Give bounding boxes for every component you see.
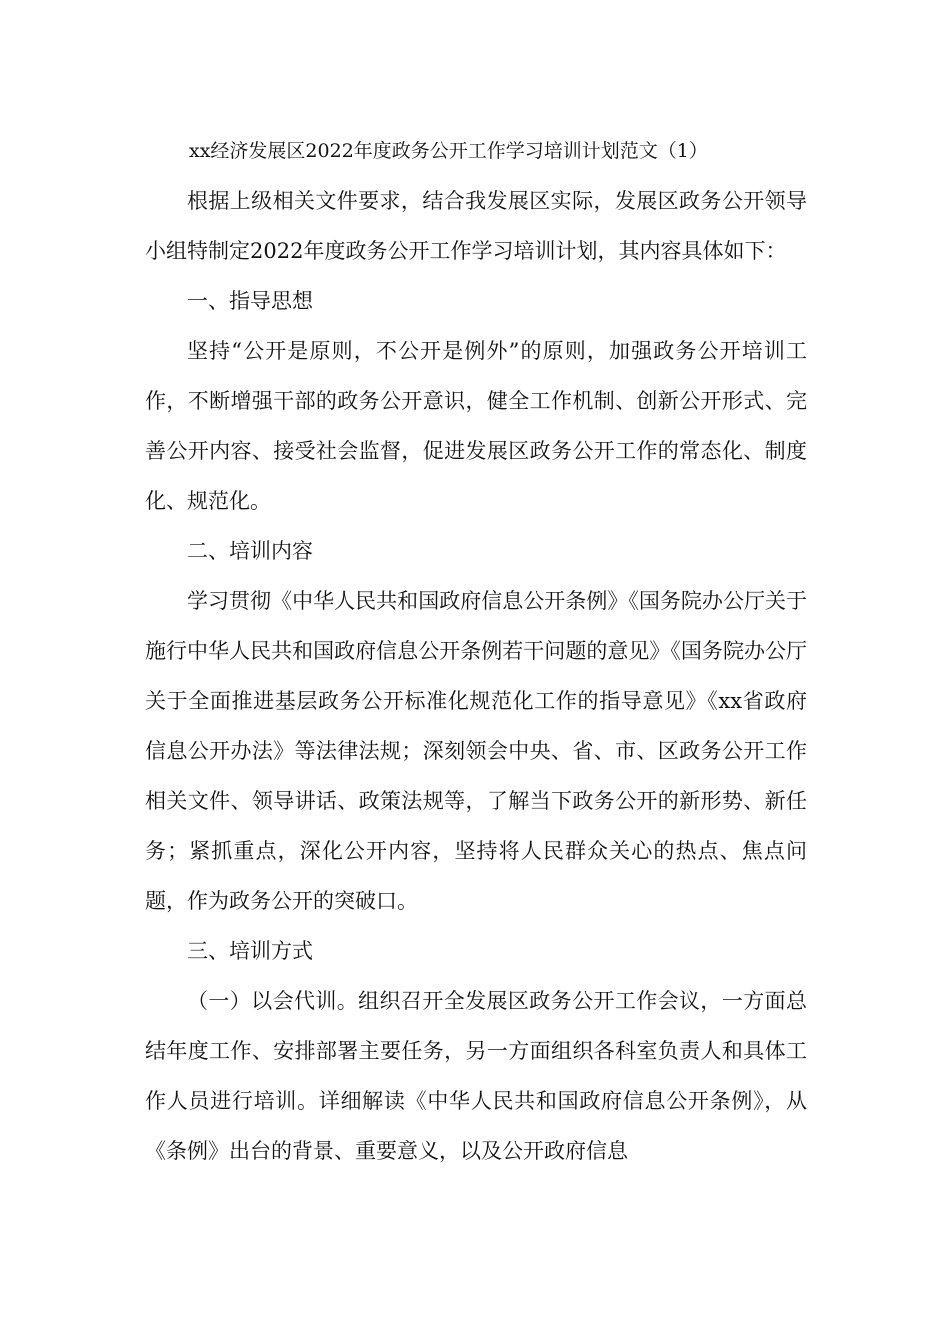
section-body-guiding-ideology: 坚持“公开是原则，不公开是例外”的原则，加强政务公开培训工作，不断增强干部的政务公开意识，健全工作机制、创新公开形式、完善公开内容、接受社会监督，促进发展区政务公开工作的常态化、制度化、规范化。 [145,339,807,513]
section-body-training-methods: （一）以会代训。组织召开全发展区政务公开工作会议，一方面总结年度工作、安排部署主要任务，另一方面组织各科室负责人和具体工作人员进行培训。详细解读《中华人民共和国政府信息公开条例》，从《条例》出台的背景、重要意义，以及公开政府信息 [145,989,807,1163]
section-heading-training-methods: 三、培训方式 [187,939,313,963]
section-heading-training-content: 二、培训内容 [187,539,313,563]
section-body-training-content: 学习贯彻《中华人民共和国政府信息公开条例》《国务院办公厅关于施行中华人民共和国政府信息公开条例若干问题的意见》《国务院办公厅关于全面推进基层政务公开标准化规范化工作的指导意见》《xx省政府信息公开办法》等法律法规；深刻领会中央、省、市、区政务公开工作相关文件、领导讲话、政策法规等，了解当下政务公开的新形势、新任务；紧抓重点，深化公开内容，坚持将人民群众关心的热点、焦点问题，作为政务公开的突破口。 [145,589,807,913]
intro-paragraph: 根据上级相关文件要求，结合我发展区实际，发展区政务公开领导小组特制定2022年度政务公开工作学习培训计划，其内容具体如下： [145,189,807,263]
document-title: xx经济发展区2022年度政务公开工作学习培训计划范文（1） [189,140,708,162]
section-heading-guiding-ideology: 一、指导思想 [187,289,313,313]
document-body [145,128,807,1176]
